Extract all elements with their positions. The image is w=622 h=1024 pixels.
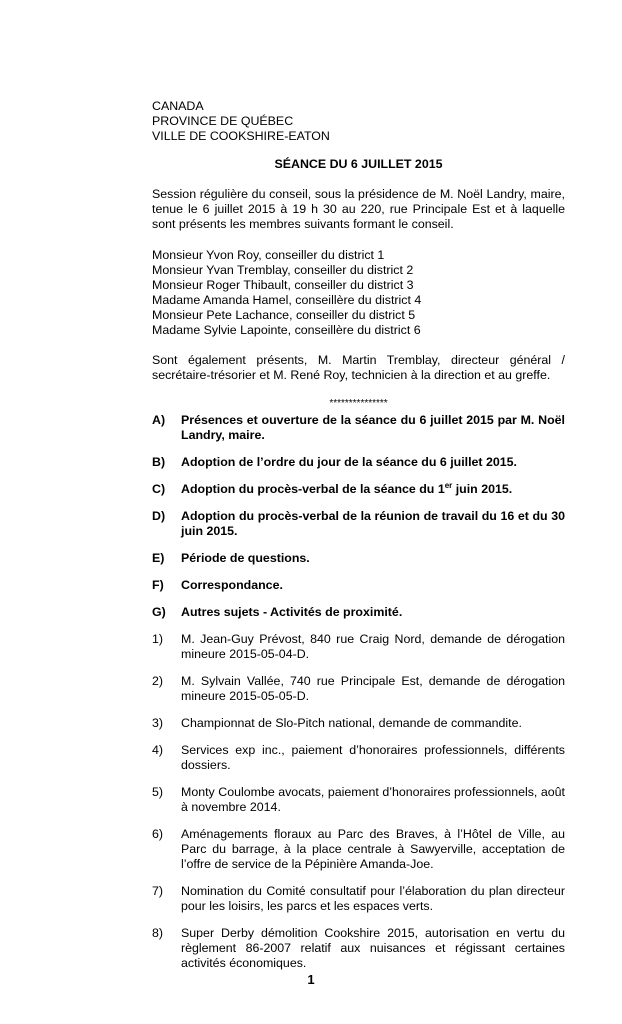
agenda-label: B) <box>152 455 166 469</box>
item-text: Nomination du Comité consultatif pour l’élaboration du plan directeur pour les loisirs, les parcs et les espaces verts. <box>181 884 565 913</box>
numbered-items-list <box>152 632 565 971</box>
numbered-item <box>152 716 565 731</box>
page-number: 1 <box>307 972 315 987</box>
member-line: Madame Sylvie Lapointe, conseillère du district 6 <box>152 323 421 337</box>
ordinal-superscript: er <box>444 480 453 490</box>
item-text: M. Jean-Guy Prévost, 840 rue Craig Nord, demande de dérogation mineure 2015-05-04-D. <box>181 632 565 661</box>
item-label: 5) <box>152 785 164 799</box>
item-label: 2) <box>152 674 164 688</box>
agenda-text: Correspondance. <box>181 578 283 592</box>
numbered-item <box>152 674 565 704</box>
intro-paragraph: Session régulière du conseil, sous la présidence de M. Noël Landry, maire, tenue le 6 juillet 2015 à 19 h 30 au 220, rue Principale Est et à laquelle sont présents les membres suivants formant le conseil. <box>152 187 565 231</box>
item-text: M. Sylvain Vallée, 740 rue Principale Est, demande de dérogation mineure 2015-05-05-D. <box>181 674 565 703</box>
item-text: Super Derby démolition Cookshire 2015, autorisation en vertu du règlement 86-2007 relatif aux nuisances et régissant certaines activités économiques. <box>181 926 565 970</box>
agenda-text: Présences et ouverture de la séance du 6 juillet 2015 par M. Noël Landry, maire. <box>181 413 565 442</box>
agenda-text <box>181 482 565 497</box>
agenda-text-part: juin 2015. <box>452 482 513 496</box>
member-line: Monsieur Roger Thibault, conseiller du district 3 <box>152 278 414 292</box>
agenda-text: Adoption du procès-verbal de la réunion de travail du 16 et du 30 juin 2015. <box>181 509 565 538</box>
item-label: 4) <box>152 743 164 757</box>
header-country: CANADA <box>152 99 204 113</box>
numbered-item <box>152 785 565 815</box>
header-city: VILLE DE COOKSHIRE-EATON <box>152 129 330 143</box>
numbered-item <box>152 884 565 914</box>
agenda-label: F) <box>152 578 164 592</box>
item-text: Monty Coulombe avocats, paiement d’honoraires professionnels, août à novembre 2014. <box>181 785 565 814</box>
item-label: 6) <box>152 827 164 841</box>
session-title: SÉANCE DU 6 JUILLET 2015 <box>274 157 443 171</box>
agenda-label: C) <box>152 482 166 496</box>
member-line: Monsieur Yvan Tremblay, conseiller du district 2 <box>152 263 414 277</box>
agenda-text: Adoption de l’ordre du jour de la séance du 6 juillet 2015. <box>181 455 517 469</box>
document-header <box>152 99 565 144</box>
agenda-item <box>152 455 565 470</box>
item-label: 7) <box>152 884 164 898</box>
agenda-text: Période de questions. <box>181 551 310 565</box>
agenda-label: E) <box>152 551 165 565</box>
item-label: 8) <box>152 926 164 940</box>
agenda-label: D) <box>152 509 166 523</box>
item-label: 1) <box>152 632 164 646</box>
numbered-item <box>152 632 565 662</box>
header-province: PROVINCE DE QUÉBEC <box>152 114 294 128</box>
numbered-item <box>152 743 565 773</box>
document-page <box>152 99 565 983</box>
item-text: Aménagements floraux au Parc des Braves, à l’Hôtel de Ville, au Parc du barrage, à la place centrale à Sawyerville, acceptation de l’offre de service de la Pépinière Amanda-Joe. <box>181 827 565 871</box>
item-text: Services exp inc., paiement d’honoraires professionnels, différents dossiers. <box>181 743 565 772</box>
item-label: 3) <box>152 716 164 730</box>
numbered-item <box>152 926 565 971</box>
agenda-list <box>152 413 565 620</box>
agenda-label: A) <box>152 413 166 427</box>
agenda-label: G) <box>152 605 166 619</box>
member-line: Madame Amanda Hamel, conseillère du district 4 <box>152 293 422 307</box>
item-text: Championnat de Slo-Pitch national, demande de commandite. <box>181 716 522 730</box>
separator: *************** <box>329 398 388 409</box>
member-line: Monsieur Yvon Roy, conseiller du district 1 <box>152 248 385 262</box>
agenda-item <box>152 551 565 566</box>
agenda-item <box>152 605 565 620</box>
agenda-item <box>152 578 565 593</box>
agenda-item <box>152 413 565 443</box>
agenda-text: Autres sujets - Activités de proximité. <box>181 605 403 619</box>
also-present-paragraph: Sont également présents, M. Martin Tremblay, directeur général / secrétaire-trésorier et M. René Roy, technicien à la direction et au greffe. <box>152 353 565 382</box>
agenda-text-part: Adoption du procès-verbal de la séance du 1 <box>181 482 445 496</box>
agenda-item <box>152 482 565 497</box>
numbered-item <box>152 827 565 872</box>
member-line: Monsieur Pete Lachance, conseiller du district 5 <box>152 308 416 322</box>
members-list <box>152 248 565 338</box>
agenda-item <box>152 509 565 539</box>
